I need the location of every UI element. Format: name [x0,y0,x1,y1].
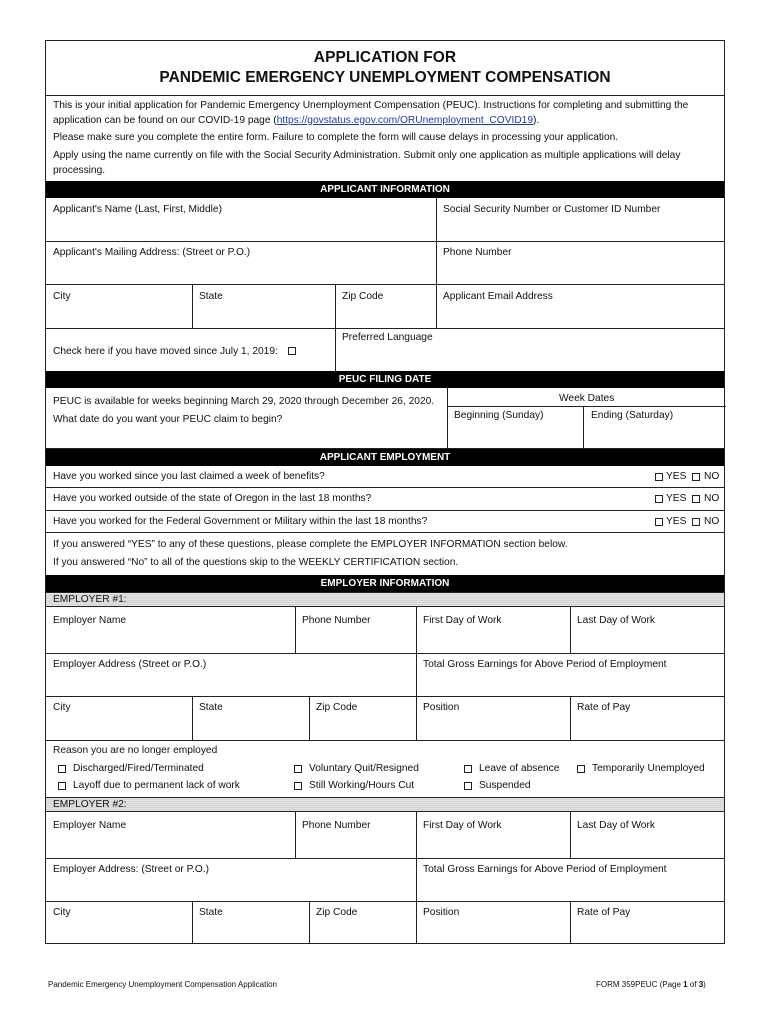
employer-2-last-day-field[interactable]: Last Day of Work [577,820,655,831]
employment-question-3: Have you worked for the Federal Government or Military within the last 18 months? [53,516,428,527]
employment-question-2: Have you worked outside of the state of Oregon in the last 18 months? [53,493,372,504]
applicant-email-field[interactable]: Applicant Email Address [443,291,553,302]
divider [570,901,571,944]
reason-voluntary-quit-label: Voluntary Quit/Resigned [309,763,419,774]
question-2-yes-checkbox[interactable] [655,495,663,503]
no-label: NO [704,516,720,527]
yes-label: YES [666,471,687,482]
employer-1-header: EMPLOYER #1: [46,592,724,607]
employer-1-zip-field[interactable]: Zip Code [316,702,358,713]
yes-label: YES [666,516,687,527]
divider [436,198,437,328]
divider [570,607,571,653]
reason-still-working-checkbox[interactable] [294,782,302,790]
divider [46,95,724,96]
question-1-no-checkbox[interactable] [692,473,700,481]
divider [192,284,193,328]
divider [46,901,724,902]
divider [46,487,724,488]
employer-1-earnings-field[interactable]: Total Gross Earnings for Above Period of Employment [423,659,667,670]
divider [295,607,296,653]
applicant-state-field[interactable]: State [199,291,223,302]
reason-layoff-checkbox[interactable] [58,782,66,790]
form-title-line2: PANDEMIC EMERGENCY UNEMPLOYMENT COMPENSATION [159,69,611,86]
divider [583,406,584,448]
employer-1-address-field[interactable]: Employer Address (Street or P.O.) [53,659,207,670]
ending-saturday-field[interactable]: Ending (Saturday) [591,410,674,421]
divider [447,406,726,407]
applicant-name-field[interactable]: Applicant's Name (Last, First, Middle) [53,204,222,215]
week-dates-label: Week Dates [559,393,615,404]
beginning-sunday-field[interactable]: Beginning (Sunday) [454,410,544,421]
preferred-language-field[interactable]: Preferred Language [342,332,433,343]
employer-2-state-field[interactable]: State [199,907,223,918]
reason-leave-of-absence-checkbox[interactable] [464,765,472,773]
employer-1-rate-field[interactable]: Rate of Pay [577,702,631,713]
question-3-no-checkbox[interactable] [692,518,700,526]
divider [46,653,724,654]
employer-2-address-field[interactable]: Employer Address: (Street or P.O.) [53,864,210,875]
reason-no-longer-employed-label: Reason you are no longer employed [53,745,218,756]
peuc-availability-text: PEUC is available for weeks beginning March 29, 2020 through December 26, 2020. [53,396,435,407]
application-form [45,40,725,944]
section-header-employer-information: EMPLOYER INFORMATION [46,575,724,592]
employer-2-rate-field[interactable]: Rate of Pay [577,907,631,918]
divider [46,284,724,285]
intro-paragraph-2: Please make sure you complete the entire form. Failure to complete the form will cause delays in processing your application. [53,132,619,143]
intro-paragraph-1: This is your initial application for Pandemic Emergency Unemployment Compensation (PEUC). Instructions for completing and submitting the application can be found on our COVID-19 page (https://govstatus.egov.com/ORUnemployment_COVID19). [53,100,689,126]
divider [46,510,724,511]
divider [447,388,448,448]
reason-leave-of-absence-label: Leave of absence [479,763,560,774]
employer-1-position-field[interactable]: Position [423,702,460,713]
question-3-yes-checkbox[interactable] [655,518,663,526]
divider [309,901,310,944]
reason-discharged-label: Discharged/Fired/Terminated [73,763,204,774]
moved-since-label: Check here if you have moved since July 1, 2019: [53,346,278,357]
employer-1-state-field[interactable]: State [199,702,223,713]
ssn-field[interactable]: Social Security Number or Customer ID Number [443,204,661,215]
employer-1-name-field[interactable]: Employer Name [53,615,127,626]
employment-question-1: Have you worked since you last claimed a week of benefits? [53,471,325,482]
employer-2-city-field[interactable]: City [53,907,71,918]
employer-2-earnings-field[interactable]: Total Gross Earnings for Above Period of Employment [423,864,667,875]
divider [416,607,417,740]
divider [416,812,417,944]
intro-paragraph-3: Apply using the name currently on file with the Social Security Administration. Submit only one application as multiple applications will delay processing. [53,150,681,176]
divider [192,696,193,740]
employer-2-name-field[interactable]: Employer Name [53,820,127,831]
divider [46,696,724,697]
no-label: NO [704,493,720,504]
employer-2-header: EMPLOYER #2: [46,797,724,812]
footer-form-name: Pandemic Emergency Unemployment Compensation Application [48,980,278,989]
reason-temporarily-unemployed-checkbox[interactable] [577,765,585,773]
employer-1-phone-field[interactable]: Phone Number [302,615,371,626]
divider [46,241,724,242]
divider [46,532,724,533]
employment-note-yes: If you answered “YES” to any of these questions, please complete the EMPLOYER INFORMATION section below. [53,539,568,550]
divider [192,901,193,944]
divider [570,696,571,740]
section-header-applicant-employment: APPLICANT EMPLOYMENT [46,449,724,466]
employer-2-phone-field[interactable]: Phone Number [302,820,371,831]
reason-layoff-label: Layoff due to permanent lack of work [73,780,240,791]
reason-voluntary-quit-checkbox[interactable] [294,765,302,773]
footer-page-number: FORM 359PEUC (Page 1 of 3) [596,980,706,989]
reason-discharged-checkbox[interactable] [58,765,66,773]
reason-suspended-checkbox[interactable] [464,782,472,790]
reason-suspended-label: Suspended [479,780,531,791]
reason-temporarily-unemployed-label: Temporarily Unemployed [592,763,705,774]
employer-2-first-day-field[interactable]: First Day of Work [423,820,502,831]
yes-label: YES [666,493,687,504]
employer-1-city-field[interactable]: City [53,702,71,713]
mailing-address-field[interactable]: Applicant's Mailing Address: (Street or P.O.) [53,247,251,258]
section-header-applicant-information: APPLICANT INFORMATION [46,181,724,198]
divider [295,812,296,858]
applicant-city-field[interactable]: City [53,291,71,302]
question-2-no-checkbox[interactable] [692,495,700,503]
moved-checkbox[interactable] [288,347,296,355]
covid19-page-link[interactable]: https://govstatus.egov.com/ORUnemployment_COVID19 [276,114,534,126]
employment-note-no: If you answered “No” to all of the questions skip to the WEEKLY CERTIFICATION section. [53,557,459,568]
divider [46,858,724,859]
applicant-phone-field[interactable]: Phone Number [443,247,512,258]
no-label: NO [704,471,720,482]
applicant-zip-field[interactable]: Zip Code [342,291,384,302]
claim-begin-question: What date do you want your PEUC claim to begin? [53,414,283,425]
employer-2-zip-field[interactable]: Zip Code [316,907,358,918]
employer-1-first-day-field[interactable]: First Day of Work [423,615,502,626]
form-title-line1: APPLICATION FOR [313,49,457,66]
divider [309,696,310,740]
employer-2-position-field[interactable]: Position [423,907,460,918]
divider [570,812,571,858]
divider [46,740,724,741]
section-header-peuc-filing-date: PEUC FILING DATE [46,371,724,388]
divider [46,328,724,329]
reason-still-working-label: Still Working/Hours Cut [309,780,415,791]
employer-1-last-day-field[interactable]: Last Day of Work [577,615,655,626]
question-1-yes-checkbox[interactable] [655,473,663,481]
